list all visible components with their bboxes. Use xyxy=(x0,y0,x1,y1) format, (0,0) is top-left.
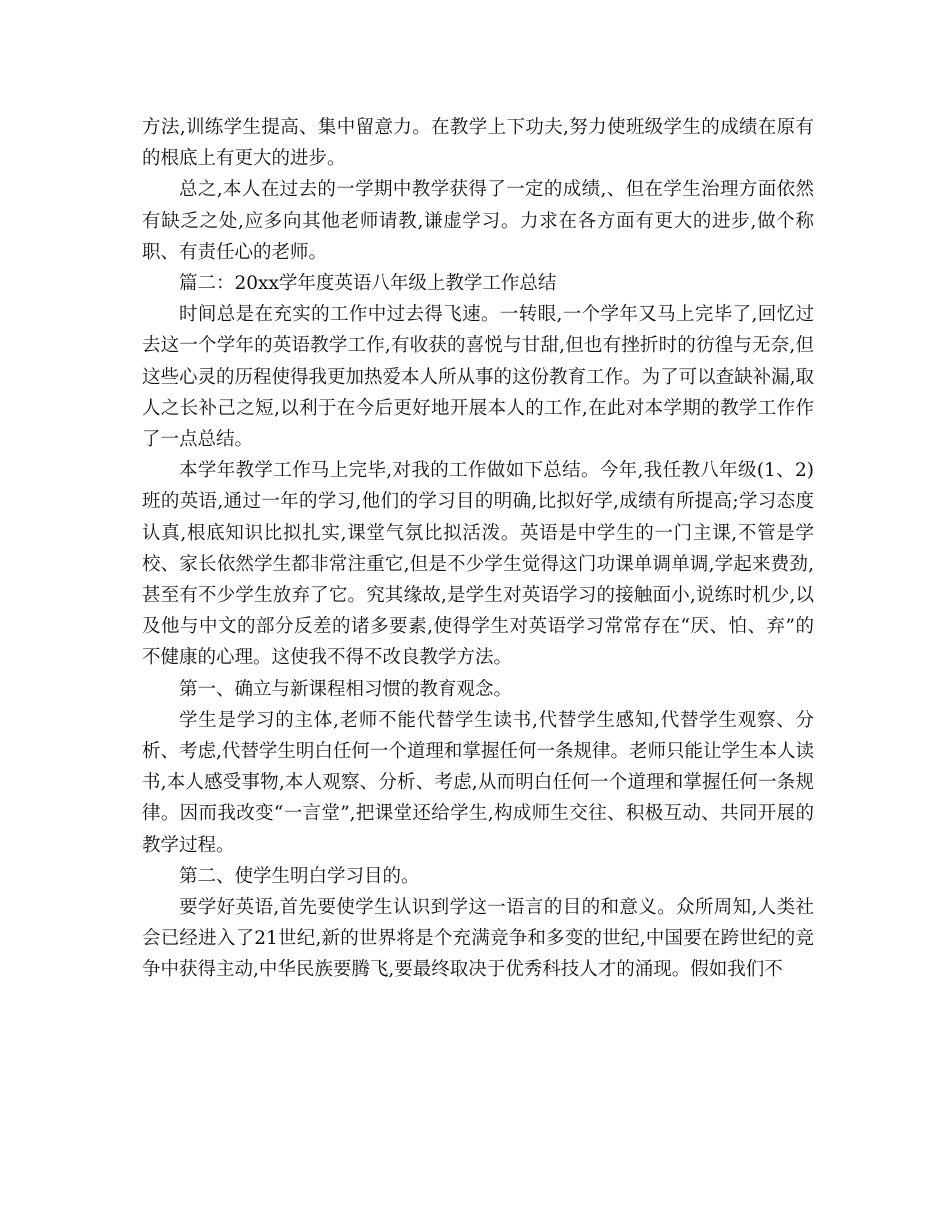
point-one-heading: 第一、确立与新课程相习惯的教育观念。 xyxy=(179,678,513,700)
document-body xyxy=(142,112,814,986)
section-heading: 篇二：20xx学年度英语八年级上教学工作总结 xyxy=(179,273,557,295)
point-one-body: 学生是学习的主体,老师不能代替学生读书,代替学生感知,代替学生观察、分析、考虑,代替学生明白任何一个道理和掌握任何一条规律。老师只能让学生本人读书,本人感受事物,本人观察、分析、考虑,从而明白任何一个道理和掌握任何一条规律。因而我改变“一言堂”,把课堂还给学生,构成师生交往、积极互动、共同开展的教学过程。 xyxy=(142,709,814,856)
paragraph-conclusion: 总之,本人在过去的一学期中教学获得了一定的成绩,、但在学生治理方面依然有缺乏之处,应多向其他老师请教,谦虚学习。力求在各方面有更大的进步,做个称职、有责任心的老师。 xyxy=(142,179,814,263)
paragraph-summary: 本学年教学工作马上完毕,对我的工作做如下总结。今年,我任教八年级(1、2)班的英语,通过一年的学习,他们的学习目的明确,比拟好学,成绩有所提高;学习态度认真,根底知识比拟扎实,课堂气氛比拟活泼。英语是中学生的一门主课,不管是学校、家长依然学生都非常注重它,但是不少学生觉得这门功课单调单调,学起来费劲,甚至有不少学生放弃了它。究其缘故,是学生对英语学习的接触面小,说练时机少,以及他与中文的部分反差的诸多要素,使得学生对英语学习常常存在“厌、怕、弃”的不健康的心理。这使我不得不改良教学方法。 xyxy=(142,460,814,669)
point-two-heading: 第二、使学生明白学习目的。 xyxy=(179,865,420,887)
paragraph-intro: 时间总是在充实的工作中过去得飞速。一转眼,一个学年又马上完毕了,回忆过去这一个学年的英语教学工作,有收获的喜悦与甘甜,但也有挫折时的彷徨与无奈,但这些心灵的历程使得我更加热爱本人所从事的这份教育工作。为了可以查缺补漏,取人之长补己之短,以利于在今后更好地开展本人的工作,在此对本学期的教学工作作了一点总结。 xyxy=(142,304,814,451)
paragraph-continuation: 方法,训练学生提高、集中留意力。在教学上下功夫,努力使班级学生的成绩在原有的根底上有更大的进步。 xyxy=(142,117,814,170)
point-two-body: 要学好英语,首先要使学生认识到学这一语言的目的和意义。众所周知,人类社会已经进入了21世纪,新的世界将是个充满竞争和多变的世纪,中国要在跨世纪的竞争中获得主动,中华民族要腾飞,要最终取决于优秀科技人才的涌现。假如我们不 xyxy=(142,897,814,981)
